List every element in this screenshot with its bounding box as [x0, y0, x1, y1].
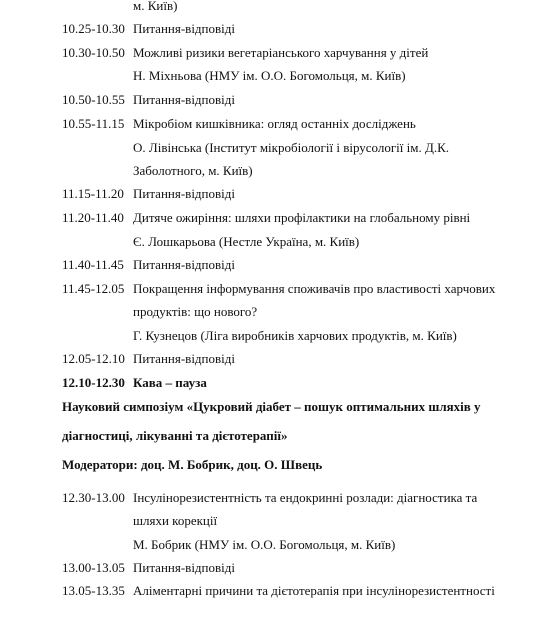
session-time: 10.50-10.55 — [62, 92, 125, 107]
speaker: Г. Кузнецов (Ліга виробників харчових продуктів, м. Київ) — [133, 328, 457, 343]
talk-title: Аліментарні причини та дієтотерапія при інсулінорезистентності — [133, 583, 495, 598]
speaker: О. Лівінська (Інститут мікробіології і вірусології ім. Д.К. — [133, 140, 450, 155]
session-time: 12.10-12.30 — [62, 375, 125, 390]
coffee-break: Кава – пауза — [133, 375, 207, 390]
session-time: 13.00-13.05 — [62, 560, 125, 575]
line-text: Питання-відповіді — [133, 351, 235, 366]
talk-title: Мікробіом кишківника: огляд останніх досліджень — [133, 116, 416, 131]
moderators: Модератори: доц. М. Бобрик, доц. О. Швець — [62, 457, 323, 472]
session-time: 12.05-12.10 — [62, 351, 125, 366]
line-text: Питання-відповіді — [133, 92, 235, 107]
session-time: 11.15-11.20 — [62, 186, 124, 201]
session-time: 10.25-10.30 — [62, 21, 125, 36]
speaker: М. Бобрик (НМУ ім. О.О. Богомольця, м. Київ) — [133, 537, 396, 552]
speaker-affiliation: Заболотного, м. Київ) — [133, 163, 253, 178]
symposium-title: Науковий симпозіум «Цукровий діабет – пошук оптимальних шляхів у — [62, 399, 481, 414]
line-text: Питання-відповіді — [133, 257, 235, 272]
session-time: 13.05-13.35 — [62, 583, 125, 598]
session-time: 11.45-12.05 — [62, 281, 125, 296]
session-time: 10.30-10.50 — [62, 45, 125, 60]
session-time: 12.30-13.00 — [62, 490, 125, 505]
talk-title: Покращення інформування споживачів про властивості харчових — [133, 281, 496, 296]
talk-title-continued: шляхи корекції — [133, 513, 218, 528]
line-text: м. Київ) — [133, 0, 178, 13]
session-time: 11.40-11.45 — [62, 257, 124, 272]
talk-title: Дитяче ожиріння: шляхи профілактики на глобальному рівні — [133, 210, 471, 225]
line-text: Питання-відповіді — [133, 21, 235, 36]
session-time: 10.55-11.15 — [62, 116, 125, 131]
talk-title-continued: продуктів: що нового? — [133, 304, 258, 319]
session-time: 11.20-11.40 — [62, 210, 124, 225]
line-text: Питання-відповіді — [133, 560, 235, 575]
talk-title: Інсулінорезистентність та ендокринні розлади: діагностика та — [133, 490, 478, 505]
speaker: Є. Лошкарьова (Нестле Україна, м. Київ) — [133, 234, 360, 249]
symposium-title-continued: діагностиці, лікуванні та дієтотерапії» — [62, 428, 288, 443]
line-text: Питання-відповіді — [133, 186, 235, 201]
speaker: Н. Міхньова (НМУ ім. О.О. Богомольця, м. Київ) — [133, 68, 406, 83]
talk-title: Можливі ризики вегетаріанського харчування у дітей — [133, 45, 429, 60]
